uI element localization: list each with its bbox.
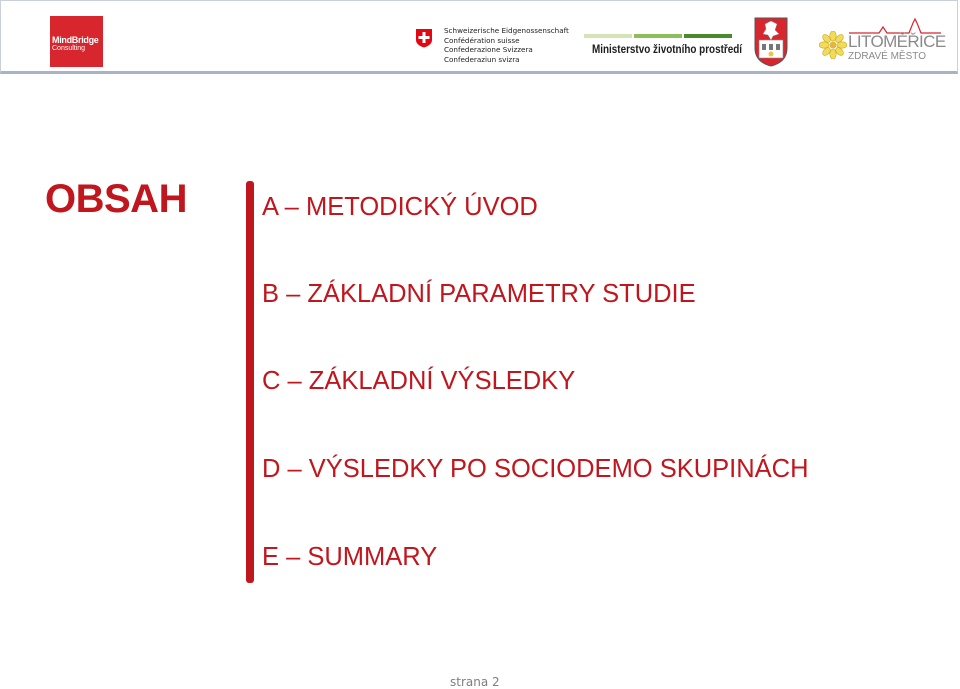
ministry-bar-light (584, 34, 632, 38)
litomerice-subtitle: ZDRAVÉ MĚSTO (848, 51, 926, 62)
toc-divider (246, 181, 254, 583)
toc-item-b: B – ZÁKLADNÍ PARAMETRY STUDIE (262, 280, 696, 308)
swiss-line-4: Confederaziun svizra (444, 54, 520, 64)
flower-icon (819, 31, 847, 59)
toc-item-e: E – SUMMARY (262, 543, 438, 571)
swiss-line-3: Confederazione Svizzera (444, 45, 533, 55)
litomerice-healthy-city-logo (819, 17, 946, 67)
mindbridge-logo (50, 16, 103, 67)
mindbridge-logo-name: MindBridge (52, 35, 99, 45)
swiss-cross-icon (415, 28, 433, 48)
toc-item-c: C – ZÁKLADNÍ VÝSLEDKY (262, 367, 576, 395)
swiss-line-2: Confédération suisse (444, 35, 520, 45)
page-title: OBSAH (45, 177, 187, 221)
toc-item-d: D – VÝSLEDKY PO SOCIODEMO SKUPINÁCH (262, 455, 809, 483)
ministry-environment-logo (584, 34, 743, 56)
page-number: strana 2 (450, 675, 500, 689)
ministry-bar-mid (634, 34, 682, 38)
ministry-bar-dark (684, 34, 732, 38)
litomerice-title: LITOMĚŘICE (848, 32, 946, 51)
toc-item-a: A – METODICKÝ ÚVOD (262, 193, 538, 221)
logo-header (0, 0, 958, 74)
ministry-name: Ministerstvo životního prostředí (592, 44, 743, 56)
coat-of-arms-icon (753, 16, 789, 68)
swiss-line-1: Schweizerische Eidgenossenschaft (444, 26, 569, 35)
mindbridge-logo-tagline: Consulting (52, 45, 86, 52)
